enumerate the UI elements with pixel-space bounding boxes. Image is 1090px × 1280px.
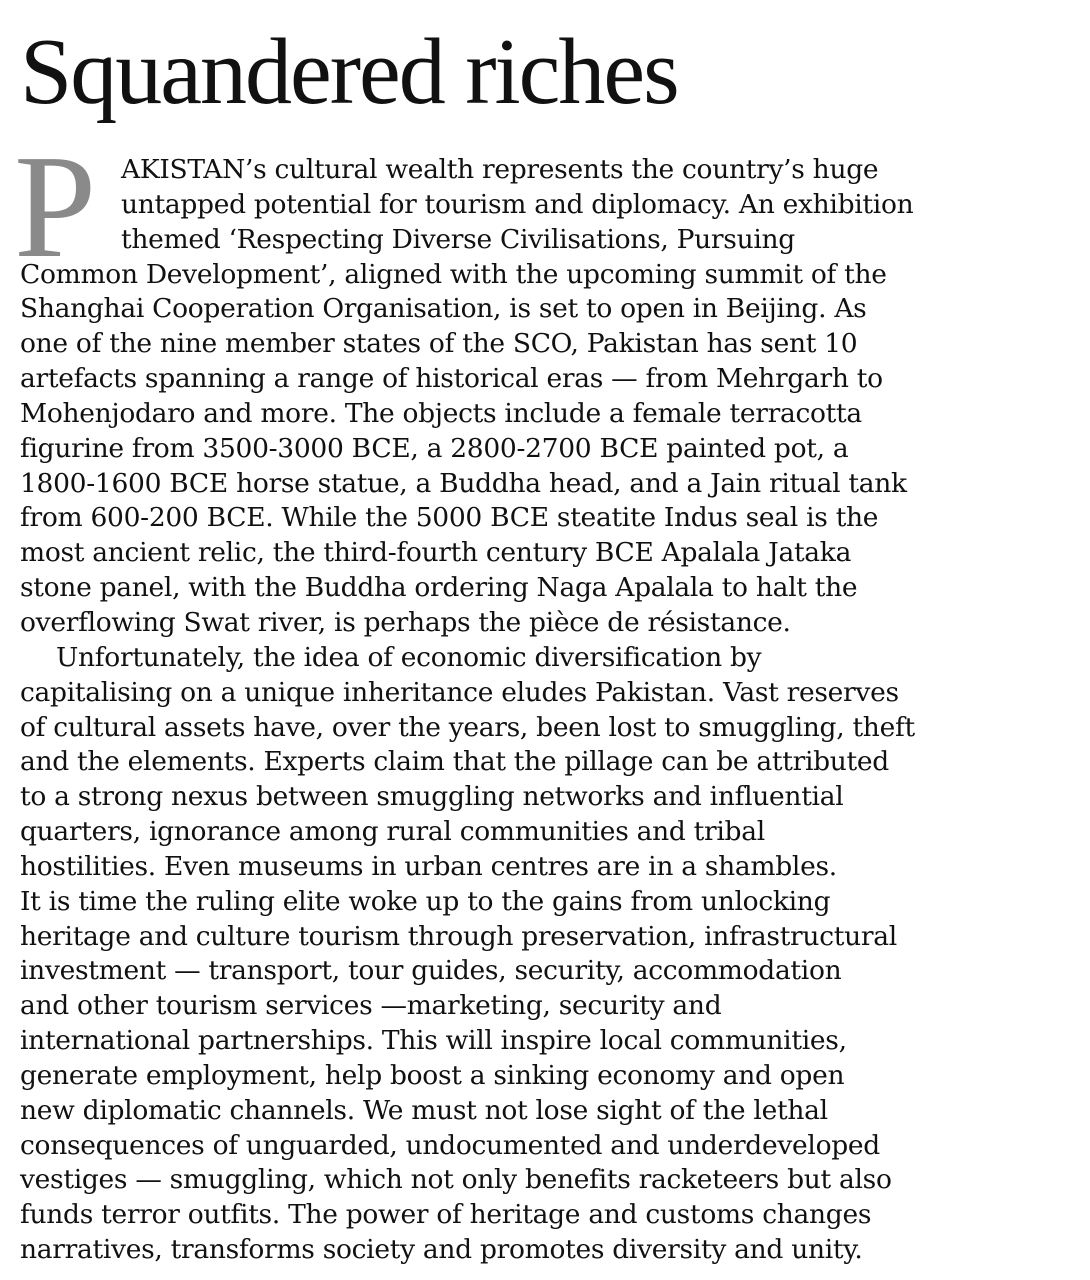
text-line: themed ‘Respecting Diverse Civilisations, Pursuing: [121, 223, 795, 255]
text-line: Mohenjodaro and more. The objects include a female terracotta: [20, 397, 862, 429]
text-line: of cultural assets have, over the years, been lost to smuggling, theft: [20, 711, 915, 743]
text-line: quarters, ignorance among rural communities and tribal: [20, 816, 765, 848]
text-line: It is time the ruling elite woke up to the gains from unlocking: [20, 885, 831, 917]
text-line: 1800-1600 BCE horse statue, a Buddha head, and a Jain ritual tank: [20, 467, 907, 499]
article-body: [20, 153, 1080, 1268]
text-line: vestiges — smuggling, which not only benefits racketeers but also: [20, 1164, 892, 1196]
text-line: Unfortunately, the idea of economic diversification by: [56, 641, 762, 673]
text-line: overflowing Swat river, is perhaps the pièce de résistance.: [20, 606, 791, 638]
text-line: capitalising on a unique inheritance eludes Pakistan. Vast reserves: [20, 676, 899, 708]
text-line: from 600-200 BCE. While the 5000 BCE steatite Indus seal is the: [20, 502, 879, 534]
text-line: hostilities. Even museums in urban centres are in a shambles.: [20, 850, 837, 882]
text-line: Shanghai Cooperation Organisation, is set to open in Beijing. As: [20, 293, 867, 325]
text-line: funds terror outfits. The power of heritage and customs changes: [20, 1199, 872, 1231]
text-line: one of the nine member states of the SCO, Pakistan has sent 10: [20, 328, 858, 360]
text-line: and other tourism services —marketing, security and: [20, 990, 722, 1022]
text-line: to a strong nexus between smuggling networks and influential: [20, 781, 844, 813]
text-line: artefacts spanning a range of historical eras — from Mehrgarh to: [20, 363, 883, 395]
text-line: most ancient relic, the third-fourth century BCE Apalala Jataka: [20, 537, 852, 569]
text-line: AKISTAN’s cultural wealth represents the country’s huge: [121, 154, 879, 185]
text-line: narratives, transforms society and promotes diversity and unity.: [20, 1234, 863, 1266]
text-line: international partnerships. This will inspire local communities,: [20, 1025, 847, 1057]
text-line: and the elements. Experts claim that the pillage can be attributed: [20, 746, 889, 778]
text-line: Common Development’, aligned with the upcoming summit of the: [20, 258, 887, 290]
text-line: consequences of unguarded, undocumented and underdeveloped: [20, 1129, 880, 1161]
text-line: investment — transport, tour guides, security, accommodation: [20, 955, 842, 987]
text-line: untapped potential for tourism and diplomacy. An exhibition: [121, 188, 914, 220]
text-line: figurine from 3500-3000 BCE, a 2800-2700 BCE painted pot, a: [20, 432, 849, 464]
headline: Squandered riches: [20, 20, 678, 124]
text-line: new diplomatic channels. We must not lose sight of the lethal: [20, 1094, 828, 1126]
text-line: heritage and culture tourism through preservation, infrastructural: [20, 920, 897, 952]
drop-cap: P: [14, 125, 97, 289]
text-line: stone panel, with the Buddha ordering Naga Apalala to halt the: [20, 572, 858, 604]
text-line: generate employment, help boost a sinking economy and open: [20, 1059, 845, 1091]
